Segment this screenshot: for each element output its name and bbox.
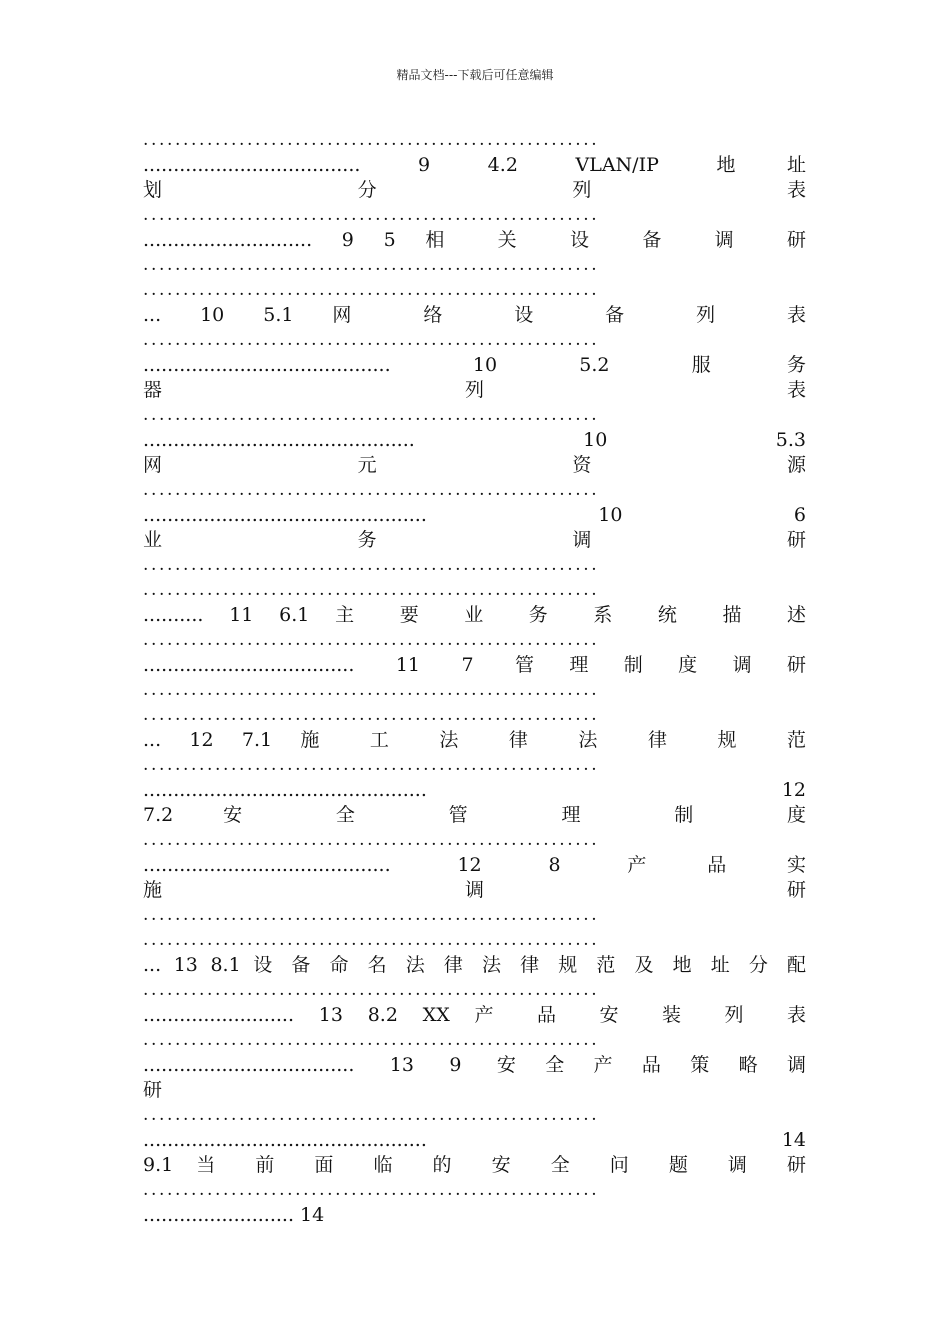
toc-line: ............................................... 14 <box>143 1129 806 1151</box>
page-header: 精品文档---下载后可任意编辑 <box>396 68 554 82</box>
toc-line: ......................................................... <box>143 680 600 700</box>
toc-line: ............................................... 10 6 <box>143 504 806 526</box>
toc-line: 网 元 资 源 <box>143 454 806 476</box>
toc-line: ......................................................... <box>143 555 600 575</box>
toc-line: 划 分 列 表 <box>143 179 806 201</box>
toc-line: ......................... 14 <box>143 1204 325 1226</box>
toc-line: ......................................................... <box>143 830 600 850</box>
toc-line: 业 务 调 研 <box>143 529 806 551</box>
toc-line: .......... 11 6.1 主 要 业 务 系 统 描 述 <box>143 604 806 626</box>
toc-line: ......................................................... <box>143 980 600 1000</box>
toc-line: ......................................... 12 8 产品实 <box>143 854 806 876</box>
toc-line: ... 10 5.1 网 络 设 备 列 表 <box>143 304 806 326</box>
toc-line: ......................... 13 8.2 XX 产 品 安 装 列 表 <box>143 1004 806 1026</box>
toc-line: ......................................................... <box>143 280 600 300</box>
toc-line: ......................................................... <box>143 1105 600 1125</box>
toc-line: ......................................................... <box>143 580 600 600</box>
toc-line: ................................... 13 9 安全产品策略调 <box>143 1054 806 1076</box>
toc-line: ................................... 11 7 管理制度调研 <box>143 654 806 676</box>
toc-line: ......................................................... <box>143 1030 600 1050</box>
toc-line: ......................................................... <box>143 405 600 425</box>
toc-line: ............................................. 10 5.3 <box>143 429 806 451</box>
toc-line: ......................................................... <box>143 905 600 925</box>
toc-line: ......................................................... <box>143 205 600 225</box>
toc-line: ......................................................... <box>143 480 600 500</box>
toc-line: 9.1 当 前 面 临 的 安 全 问 题 调 研 <box>143 1154 806 1176</box>
toc-line: 施 调 研 <box>143 879 806 901</box>
toc-line: ......................................................... <box>143 630 600 650</box>
toc-line: ... 13 8.1 设 备 命 名 法 律 法 律 规 范 及 地 址 分 配 <box>143 954 806 976</box>
toc-line: 7.2 安 全 管 理 制 度 <box>143 804 806 826</box>
toc-line: ... 12 7.1 施 工 法 律 法 律 规 范 <box>143 729 806 751</box>
toc-line: ............................................... 12 <box>143 779 806 801</box>
toc-line: 器 列 表 <box>143 379 806 401</box>
toc-line: ............................ 9 5 相 关 设 备 调 研 <box>143 229 806 251</box>
toc-line: 研 <box>143 1079 163 1101</box>
toc-line: .................................... 9 4.2 VLAN/IP 地址 <box>143 154 806 176</box>
toc-line: ......................................................... <box>143 330 600 350</box>
toc-line: ......................................................... <box>143 1180 600 1200</box>
toc-line: ......................................................... <box>143 930 600 950</box>
toc-line: ......................................................... <box>143 255 600 275</box>
toc-line: ......................................................... <box>143 130 600 150</box>
toc-line: ......................................................... <box>143 755 600 775</box>
toc-line: ......................................................... <box>143 705 600 725</box>
table-of-contents <box>143 128 806 1228</box>
toc-line: ......................................... 10 5.2 服务 <box>143 354 806 376</box>
